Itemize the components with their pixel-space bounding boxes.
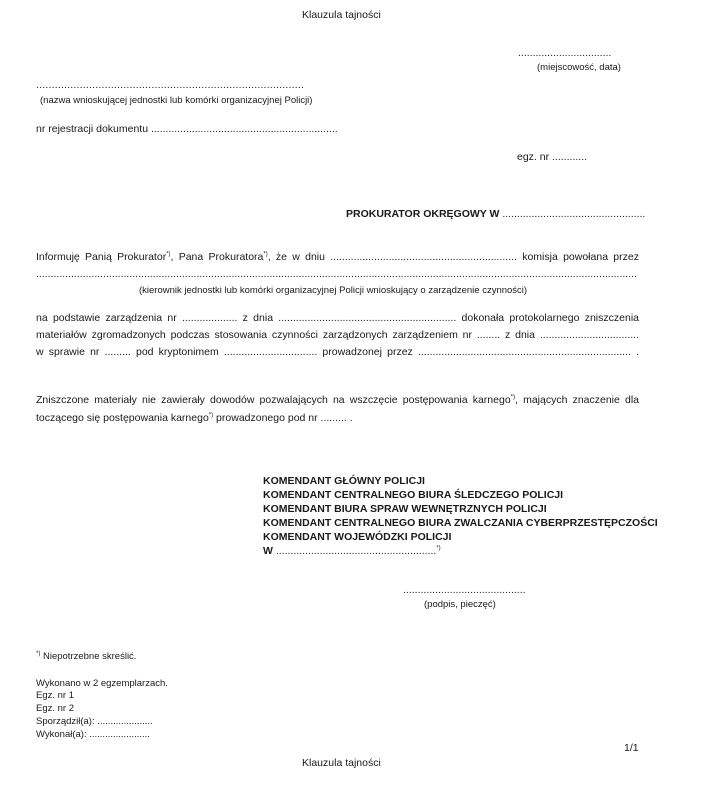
addressee (346, 208, 645, 220)
footnote: *) Niepotrzebne skreślić. (36, 650, 137, 662)
signatory-city: W .......................................................*) (263, 545, 441, 557)
distribution-copy-1: Egz. nr 1 (36, 690, 75, 701)
para1-line5: w sprawie nr ......... pod kryptonimem ................................ prowadzonej przez ......................................................................... . (36, 346, 639, 358)
distribution-copy-2: Egz. nr 2 (36, 703, 75, 714)
signatory-line-2: KOMENDANT CENTRALNEGO BIURA ŚLEDCZEGO POLICJI (263, 489, 564, 501)
unit-name-label: (nazwa wnioskującej jednostki lub komórki organizacyjnej Policji) (40, 95, 313, 106)
place-date-dots: ................................ (518, 47, 612, 59)
distribution-prepared: Sporządził(a): ..................... (36, 716, 153, 727)
copy-number: egz. nr ............ (517, 151, 588, 163)
signature-label: (podpis, pieczęć) (424, 599, 496, 610)
para1-line2-dots: .............................................................................................................................................................................................................. (36, 268, 637, 280)
footer-classification: Klauzula tajności (302, 757, 381, 769)
unit-name-dots: ...................................................................................... (36, 79, 305, 91)
addressee-dots: ................................................. (499, 208, 646, 220)
addressee-title: PROKURATOR OKRĘGOWY W (346, 208, 500, 220)
distribution-made: Wykonano w 2 egzemplarzach. (36, 678, 168, 689)
signatory-line-5: KOMENDANT WOJEWÓDZKI POLICJI (263, 531, 452, 543)
place-date-label: (miejscowość, data) (537, 62, 621, 73)
para2-line1: Zniszczone materiały nie zawierały dowodów pozwalających na wszczęcie postępowania karnego*), mających znaczenie dla (36, 394, 639, 406)
para1-line2-label: (kierownik jednostki lub komórki organizacyjnej Policji wnioskujący o zarządzenie czynności) (139, 285, 528, 296)
para1-line1: Informuję Panią Prokurator*), Pana Prokuratora*), że w dniu ................................................................ komisja powołana przez (36, 251, 639, 263)
distribution-executed: Wykonał(a): ....................... (36, 729, 150, 740)
para1-line3: na podstawie zarządzenia nr ................... z dnia ............................................................. dokonała protokolarnego zniszczenia (36, 312, 639, 324)
page-number: 1/1 (624, 742, 639, 754)
signatory-line-1: KOMENDANT GŁÓWNY POLICJI (263, 475, 425, 487)
para1-line4: materiałów zgromadzonych podczas stosowania czynności zarządzonych zarządzeniem nr ........ z dnia .................................. (36, 329, 639, 341)
para2-line2: toczącego się postępowania karnego*) prowadzonego pod nr ......... . (36, 412, 353, 424)
header-classification: Klauzula tajności (302, 9, 381, 21)
registration-number: nr rejestracji dokumentu ................................................................ (36, 123, 338, 135)
signature-dots: .......................................... (403, 584, 526, 596)
signatory-line-3: KOMENDANT BIURA SPRAW WEWNĘTRZNYCH POLICJI (263, 503, 547, 515)
signatory-line-4: KOMENDANT CENTRALNEGO BIURA ZWALCZANIA CYBERPRZESTĘPCZOŚCI (263, 517, 658, 529)
